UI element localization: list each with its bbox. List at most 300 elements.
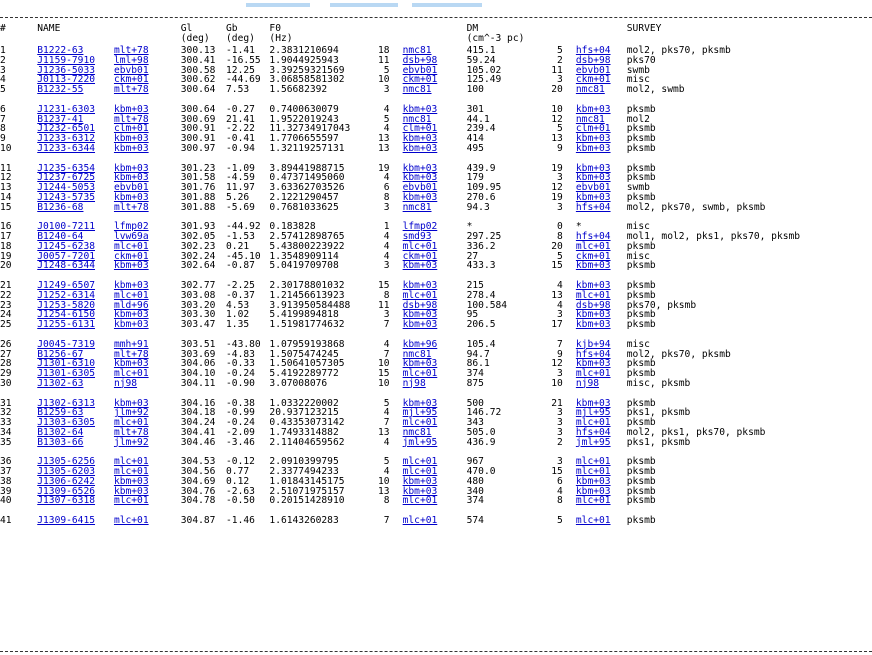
gl-value: 300.69 xyxy=(180,113,216,125)
f0-value: 2.30178801032 xyxy=(269,280,345,291)
name-ref-link[interactable]: ckm+01 xyxy=(113,250,149,262)
f0-value: 2.3377494233 xyxy=(269,466,339,477)
survey-value: pksmb xyxy=(626,260,656,272)
f0-error: 7 xyxy=(383,515,390,526)
f0-ref-link[interactable]: smd93 xyxy=(402,231,432,242)
row-index: 39 xyxy=(0,485,12,497)
f0-error: 11 xyxy=(377,299,390,311)
pulsar-name-link[interactable]: J1303-6305 xyxy=(37,417,96,428)
pulsar-name-link[interactable]: J0045-7319 xyxy=(37,338,96,350)
pulsar-name-link[interactable]: B1240-64 xyxy=(37,231,84,242)
pulsar-name-link[interactable]: J1249-6507 xyxy=(37,280,96,291)
pulsar-name-link[interactable]: B1237-41 xyxy=(37,113,84,125)
dm-ref-link[interactable]: clm+01 xyxy=(575,123,611,135)
pulsar-name-link[interactable]: J1253-5820 xyxy=(37,299,96,311)
pulsar-name-link[interactable]: J0100-7211 xyxy=(37,221,96,233)
dm-error: 3 xyxy=(557,172,563,184)
pulsar-name-link[interactable]: J1243-5735 xyxy=(37,191,96,203)
name-ref-link[interactable]: kbm+03 xyxy=(113,397,149,409)
dm-ref-link[interactable]: hfs+04 xyxy=(575,348,611,360)
pulsar-name-link[interactable]: J0057-7201 xyxy=(37,250,96,262)
survey-value: pksmb xyxy=(626,485,656,497)
row-index: 19 xyxy=(0,250,12,262)
dm-error: 5 xyxy=(557,45,563,56)
pulsar-name-link[interactable]: J1301-6310 xyxy=(37,358,96,370)
dm-error: 11 xyxy=(551,64,563,76)
gl-value: 303.69 xyxy=(180,348,216,360)
f0-ref-link[interactable]: clm+01 xyxy=(402,123,438,135)
name-ref-link[interactable]: lml+98 xyxy=(113,54,149,66)
dm-ref-link[interactable]: ebvb01 xyxy=(575,64,611,76)
gb-value: -3.46 xyxy=(226,436,255,448)
pulsar-name-link[interactable]: J1252-6314 xyxy=(37,289,96,301)
f0-ref-link[interactable]: lfmp02 xyxy=(402,221,438,233)
col-dm-header: DM (cm^-3 pc) xyxy=(466,23,525,44)
dm-value: 59.24 xyxy=(466,54,496,66)
gb-value: -5.69 xyxy=(226,201,255,213)
name-ref-link[interactable]: mmh+91 xyxy=(113,338,149,350)
dm-value: 239.4 xyxy=(466,123,496,135)
dm-value: 100 xyxy=(466,84,484,95)
name-ref-link[interactable]: kbm+03 xyxy=(113,133,149,144)
name-ref-link[interactable]: ebvb01 xyxy=(113,64,149,76)
survey-value: pks70 xyxy=(626,54,656,66)
dm-error: 10 xyxy=(551,103,563,115)
f0-ref-link[interactable]: mlc+01 xyxy=(402,466,438,477)
dm-ref-link[interactable]: kbm+03 xyxy=(575,162,611,174)
dm-error: 3 xyxy=(557,309,563,321)
dm-ref-link[interactable]: ckm+01 xyxy=(575,250,611,262)
f0-error: 11 xyxy=(377,54,390,66)
pulsar-name-link[interactable]: B1256-67 xyxy=(37,348,84,360)
f0-error: 4 xyxy=(383,103,390,115)
dm-value: 336.2 xyxy=(466,240,496,252)
dm-ref-link[interactable]: dsb+98 xyxy=(575,299,611,311)
dm-ref-link[interactable]: kjb+94 xyxy=(575,338,611,350)
dm-ref-link[interactable]: dsb+98 xyxy=(575,54,611,66)
pulsar-name-link[interactable]: J1245-6238 xyxy=(37,240,96,252)
gl-value: 304.78 xyxy=(180,495,216,507)
name-ref-link[interactable]: kbm+03 xyxy=(113,475,149,487)
f0-ref-link[interactable]: kbm+03 xyxy=(402,397,438,409)
dm-ref-link[interactable]: kbm+03 xyxy=(575,309,611,321)
f0-ref-link[interactable]: nmc81 xyxy=(402,113,432,125)
f0-ref-link[interactable]: kbm+03 xyxy=(402,142,438,154)
row-index: 6 xyxy=(0,103,6,115)
col-gl-header: Gl (deg) xyxy=(180,23,210,44)
f0-error: 4 xyxy=(383,123,390,135)
f0-ref-link[interactable]: kbm+03 xyxy=(402,191,438,203)
pulsar-name-link[interactable]: J1309-6526 xyxy=(37,485,96,497)
gb-value: -44.69 xyxy=(226,74,261,86)
f0-ref-link[interactable]: dsb+98 xyxy=(402,299,438,311)
name-ref-link[interactable]: mlc+01 xyxy=(113,495,149,507)
gl-value: 304.18 xyxy=(180,407,216,419)
gb-value: 1.35 xyxy=(226,319,250,330)
dm-ref-link[interactable]: hfs+04 xyxy=(575,201,611,213)
dm-ref-link[interactable]: nmc81 xyxy=(575,113,605,125)
name-ref-link[interactable]: mlc+01 xyxy=(113,289,149,301)
dm-error: 5 xyxy=(557,123,563,135)
gl-value: 304.10 xyxy=(180,368,216,379)
name-ref-link[interactable]: mlt+78 xyxy=(113,348,149,360)
gl-value: 304.41 xyxy=(180,426,216,438)
survey-value: pksmb xyxy=(626,240,656,252)
name-ref-link[interactable]: kbm+03 xyxy=(113,142,149,154)
f0-ref-link[interactable]: kbm+03 xyxy=(402,319,438,330)
pulsar-name-link[interactable]: J1232-6501 xyxy=(37,123,96,135)
pulsar-name-link[interactable]: J1309-6415 xyxy=(37,515,96,526)
f0-ref-link[interactable]: ckm+01 xyxy=(402,250,438,262)
dm-ref-link[interactable]: mlc+01 xyxy=(575,368,611,379)
f0-error: 10 xyxy=(377,358,390,370)
f0-error: 13 xyxy=(377,485,390,497)
name-ref-link[interactable]: mlc+01 xyxy=(113,456,149,468)
gl-value: 300.58 xyxy=(180,64,216,76)
name-ref-link[interactable]: kbm+03 xyxy=(113,280,149,291)
dm-ref-link[interactable]: mlc+01 xyxy=(575,417,611,428)
dm-ref-link[interactable]: mlc+01 xyxy=(575,466,611,477)
dm-value: * xyxy=(466,221,473,233)
name-ref-link[interactable]: kbm+03 xyxy=(113,162,149,174)
name-ref-link[interactable]: lfmp02 xyxy=(113,221,149,233)
name-ref-link[interactable]: mlc+01 xyxy=(113,240,149,252)
f0-ref-link[interactable]: mlc+01 xyxy=(402,289,438,301)
name-ref-link[interactable]: mld+96 xyxy=(113,299,149,311)
gb-value: -44.92 xyxy=(226,221,261,233)
dm-value: 105.02 xyxy=(466,64,502,76)
gl-value: 304.11 xyxy=(180,377,216,389)
dm-ref-link[interactable]: nj98 xyxy=(575,377,599,389)
name-ref-link[interactable]: ckm+01 xyxy=(113,74,149,86)
survey-value: pksmb xyxy=(626,309,656,321)
f0-ref-link[interactable]: nmc81 xyxy=(402,201,432,213)
f0-value: 0.183828 xyxy=(269,221,316,233)
dm-value: 146.72 xyxy=(466,407,502,419)
row-index: 25 xyxy=(0,319,12,330)
dm-ref-link[interactable]: kbm+03 xyxy=(575,280,611,291)
dm-value: 340 xyxy=(466,485,484,497)
dm-error: 20 xyxy=(551,240,563,252)
dm-error: 12 xyxy=(551,113,563,125)
pulsar-name-link[interactable]: J1233-6312 xyxy=(37,133,96,144)
survey-value: mol2 xyxy=(626,113,650,125)
dm-ref-link[interactable]: kbm+03 xyxy=(575,319,611,330)
pulsar-name-link[interactable]: J1235-6354 xyxy=(37,162,96,174)
pulsar-name-link[interactable]: J1159-7910 xyxy=(37,54,96,66)
dm-value: 95 xyxy=(466,309,479,321)
gb-value: -1.41 xyxy=(226,45,255,56)
f0-ref-link[interactable]: kbm+03 xyxy=(402,280,438,291)
gb-value: -2.22 xyxy=(226,123,255,135)
f0-ref-link[interactable]: kbm+03 xyxy=(402,103,438,115)
name-ref-link[interactable]: mlc+01 xyxy=(113,417,149,428)
f0-ref-link[interactable]: mlc+01 xyxy=(402,456,438,468)
f0-ref-link[interactable]: jml+95 xyxy=(402,436,438,448)
dm-ref-link[interactable]: mlc+01 xyxy=(575,289,611,301)
f0-value: 5.43800223922 xyxy=(269,240,345,252)
f0-ref-link[interactable]: kbm+03 xyxy=(402,172,438,184)
dm-ref-link[interactable]: kbm+03 xyxy=(575,133,611,144)
survey-value: pksmb xyxy=(626,319,656,330)
survey-value: pksmb xyxy=(626,162,656,174)
dm-error: 15 xyxy=(551,260,563,272)
survey-value: swmb xyxy=(626,64,650,76)
pulsar-name-link[interactable]: J0113-7220 xyxy=(37,74,96,86)
dm-ref-link[interactable]: kbm+03 xyxy=(575,172,611,184)
dm-ref-link[interactable]: mjl+95 xyxy=(575,407,611,419)
dm-ref-link[interactable]: ckm+01 xyxy=(575,74,611,86)
f0-value: 2.1221290457 xyxy=(269,191,339,203)
row-index: 2 xyxy=(0,54,6,66)
row-index: 30 xyxy=(0,377,12,389)
dm-ref-link[interactable]: mlc+01 xyxy=(575,240,611,252)
dm-value: 86.1 xyxy=(466,358,490,370)
dm-ref-link[interactable]: nmc81 xyxy=(575,84,605,95)
top-divider xyxy=(0,17,872,18)
gl-value: 302.23 xyxy=(180,240,216,252)
survey-value: pksmb xyxy=(626,368,656,379)
name-ref-link[interactable]: kbm+03 xyxy=(113,260,149,272)
gl-value: 304.56 xyxy=(180,466,216,477)
gl-value: 302.77 xyxy=(180,280,216,291)
gb-value: -0.24 xyxy=(226,368,255,379)
gb-value: -0.27 xyxy=(226,103,255,115)
dm-ref-link-text: * xyxy=(575,221,582,233)
dm-ref-link[interactable]: ebvb01 xyxy=(575,182,611,193)
row-index: 4 xyxy=(0,74,6,86)
row-index: 29 xyxy=(0,368,12,379)
pulsar-name-link[interactable]: J1254-6150 xyxy=(37,309,96,321)
f0-ref-link[interactable]: mlc+01 xyxy=(402,240,438,252)
name-ref-link[interactable]: mlt+78 xyxy=(113,113,149,125)
row-index: 18 xyxy=(0,240,12,252)
pulsar-name-link[interactable]: B1236-68 xyxy=(37,201,84,213)
f0-ref-link[interactable]: kbm+03 xyxy=(402,309,438,321)
dm-ref-link[interactable]: hfs+04 xyxy=(575,426,611,438)
dm-value: 480 xyxy=(466,475,484,487)
gb-value: -4.59 xyxy=(226,172,255,184)
dm-ref-link[interactable]: kbm+03 xyxy=(575,475,611,487)
name-ref-link[interactable]: nj98 xyxy=(113,377,138,389)
pulsar-name-link[interactable]: J1233-6344 xyxy=(37,142,96,154)
dm-error: 3 xyxy=(557,201,563,213)
row-index: 23 xyxy=(0,299,12,311)
name-ref-link[interactable]: lvw69a xyxy=(113,231,149,242)
f0-error: 8 xyxy=(383,289,390,301)
f0-ref-link[interactable]: kbm+03 xyxy=(402,162,438,174)
f0-error: 3 xyxy=(383,309,390,321)
dm-ref-link[interactable]: kbm+03 xyxy=(575,260,611,272)
name-ref-link[interactable]: kbm+03 xyxy=(113,191,149,203)
f0-value: 2.0910399795 xyxy=(269,456,339,468)
pulsar-name-link[interactable]: J1244-5053 xyxy=(37,182,96,193)
pulsar-name-link[interactable]: J1236-5033 xyxy=(37,64,96,76)
pulsar-name-link[interactable]: J1231-6303 xyxy=(37,103,96,115)
pulsar-name-link[interactable]: J1255-6131 xyxy=(37,319,96,330)
f0-ref-link[interactable]: mjl+95 xyxy=(402,407,438,419)
pulsar-name-link[interactable]: B1232-55 xyxy=(37,84,84,95)
row-index: 14 xyxy=(0,191,12,203)
pulsar-name-link[interactable]: J1237-6725 xyxy=(37,172,96,184)
f0-value: 2.11404659562 xyxy=(269,436,345,448)
f0-ref-link[interactable]: nmc81 xyxy=(402,45,432,56)
dm-ref-link[interactable]: mlc+01 xyxy=(575,515,611,526)
name-ref-link[interactable]: kbm+03 xyxy=(113,103,149,115)
f0-error: 15 xyxy=(377,368,390,379)
dm-ref-link[interactable]: mlc+01 xyxy=(575,456,611,468)
gl-value: 302.64 xyxy=(180,260,216,272)
dm-ref-link[interactable]: kbm+03 xyxy=(575,191,611,203)
name-ref-link[interactable]: ebvb01 xyxy=(113,182,149,193)
pulsar-name-link[interactable]: J1302-63 xyxy=(37,377,84,389)
row-index: 27 xyxy=(0,348,12,360)
f0-value: 5.0419709708 xyxy=(269,260,339,272)
dm-value: 875 xyxy=(466,377,484,389)
name-ref-link[interactable]: kbm+03 xyxy=(113,172,149,184)
dm-ref-link[interactable]: jml+95 xyxy=(575,436,611,448)
gl-value: 304.69 xyxy=(180,475,216,487)
col-f0-header: F0 (Hz) xyxy=(269,23,293,44)
row-index: 20 xyxy=(0,260,12,272)
name-ref-link[interactable]: jlm+92 xyxy=(113,436,149,448)
dm-value: 94.7 xyxy=(466,348,490,360)
name-ref-link[interactable]: mlc+01 xyxy=(113,466,149,477)
dm-value: 505.0 xyxy=(466,426,496,438)
f0-ref-link[interactable]: ebvb01 xyxy=(402,64,438,76)
pulsar-name-link[interactable]: B1259-63 xyxy=(37,407,84,419)
dm-error: 9 xyxy=(557,348,563,360)
f0-ref-link[interactable]: nj98 xyxy=(402,377,426,389)
name-ref-link[interactable]: mlt+78 xyxy=(113,201,149,213)
name-ref-link[interactable]: mlt+78 xyxy=(113,84,149,95)
f0-error: 10 xyxy=(377,377,390,389)
f0-value: 1.9044925943 xyxy=(269,54,339,66)
name-ref-link[interactable]: mlt+78 xyxy=(113,45,149,56)
survey-value: pksmb xyxy=(626,280,656,291)
dm-value: 436.9 xyxy=(466,436,496,448)
gl-value: 301.88 xyxy=(180,201,216,213)
gl-value: 301.23 xyxy=(180,162,216,174)
dm-error: 9 xyxy=(557,142,563,154)
pulsar-name-link[interactable]: B1302-64 xyxy=(37,426,84,438)
f0-value: 1.6143260283 xyxy=(269,515,339,526)
f0-ref-link[interactable]: mlc+01 xyxy=(402,417,438,428)
pulsar-name-link[interactable]: J1305-6203 xyxy=(37,466,96,477)
f0-error: 4 xyxy=(383,466,390,477)
survey-value: pksmb xyxy=(626,103,656,115)
f0-error: 10 xyxy=(377,74,390,86)
dm-value: 374 xyxy=(466,368,484,379)
dm-error: 3 xyxy=(557,456,563,468)
row-index: 8 xyxy=(0,123,6,135)
row-index: 17 xyxy=(0,231,12,242)
dm-ref-link[interactable]: mlc+01 xyxy=(575,495,611,507)
f0-ref-link[interactable]: nmc81 xyxy=(402,426,432,438)
f0-ref-link[interactable]: kbm+03 xyxy=(402,260,438,272)
f0-ref-link[interactable]: mlc+01 xyxy=(402,495,438,507)
dm-error: 17 xyxy=(551,319,563,330)
name-ref-link[interactable]: mlc+01 xyxy=(113,515,149,526)
gb-value: 12.25 xyxy=(226,64,255,76)
gb-value: -4.83 xyxy=(226,348,255,360)
f0-ref-link[interactable]: nmc81 xyxy=(402,348,432,360)
gl-value: 303.08 xyxy=(180,289,216,301)
name-ref-link[interactable]: kbm+03 xyxy=(113,309,149,321)
pulsar-name-link[interactable]: J1305-6256 xyxy=(37,456,96,468)
survey-value: pksmb xyxy=(626,133,656,144)
gl-value: 300.91 xyxy=(180,133,216,144)
dm-ref-link[interactable]: kbm+03 xyxy=(575,397,611,409)
dm-value: 414 xyxy=(466,133,484,144)
name-ref-link[interactable]: clm+01 xyxy=(113,123,149,135)
dm-error: 2 xyxy=(557,436,563,448)
dm-ref-link[interactable]: hfs+04 xyxy=(575,231,611,242)
dm-value: 495 xyxy=(466,142,484,154)
pulsar-name-link[interactable]: J1302-6313 xyxy=(37,397,96,409)
f0-value: 0.7681033625 xyxy=(269,201,339,213)
name-ref-link[interactable]: kbm+03 xyxy=(113,485,149,497)
f0-ref-link[interactable]: mlc+01 xyxy=(402,368,438,379)
f0-ref-link[interactable]: kbm+03 xyxy=(402,358,438,370)
f0-error: 7 xyxy=(383,348,390,360)
pulsar-name-link[interactable]: J1301-6305 xyxy=(37,368,96,379)
dm-ref-link[interactable]: kbm+03 xyxy=(575,103,611,115)
f0-ref-link[interactable]: mlc+01 xyxy=(402,515,438,526)
pulsar-name-link[interactable]: J1307-6318 xyxy=(37,495,96,507)
f0-ref-link[interactable]: kbm+03 xyxy=(402,485,438,497)
f0-error: 8 xyxy=(383,191,390,203)
dm-value: 374 xyxy=(466,495,484,507)
dm-ref-link[interactable]: kbm+03 xyxy=(575,485,611,497)
name-ref-link[interactable]: jlm+92 xyxy=(113,407,149,419)
table-row xyxy=(0,496,872,506)
name-ref-link[interactable]: kbm+03 xyxy=(113,319,149,330)
name-ref-link[interactable]: kbm+03 xyxy=(113,358,149,370)
f0-error: 8 xyxy=(383,495,390,507)
gl-value: 302.05 xyxy=(180,231,216,242)
name-ref-link[interactable]: mlc+01 xyxy=(113,368,149,379)
survey-value: mol2, pks1, pks70, pksmb xyxy=(626,426,766,438)
row-index: 33 xyxy=(0,417,12,428)
dm-ref-link[interactable]: kbm+03 xyxy=(575,142,611,154)
f0-ref-link[interactable]: kbm+96 xyxy=(402,338,438,350)
dm-ref-link[interactable]: hfs+04 xyxy=(575,45,611,56)
pulsar-name-link[interactable]: B1222-63 xyxy=(37,45,84,56)
f0-value: 2.51071975157 xyxy=(269,485,345,497)
gl-value: 301.88 xyxy=(180,191,216,203)
f0-ref-link[interactable]: ebvb01 xyxy=(402,182,438,193)
pulsar-table xyxy=(0,24,872,526)
pulsar-name-link[interactable]: B1303-66 xyxy=(37,436,84,448)
dm-value: 44.1 xyxy=(466,113,490,125)
pulsar-name-link[interactable]: J1248-6344 xyxy=(37,260,96,272)
f0-value: 3.913950584488 xyxy=(269,299,351,311)
gb-value: -16.55 xyxy=(226,54,261,66)
f0-ref-link[interactable]: kbm+03 xyxy=(402,133,438,144)
pulsar-name-link[interactable]: J1306-6242 xyxy=(37,475,96,487)
gb-value: -1.53 xyxy=(226,231,255,242)
name-ref-link[interactable]: mlt+78 xyxy=(113,426,149,438)
dm-ref-link[interactable]: kbm+03 xyxy=(575,358,611,370)
f0-ref-link[interactable]: nmc81 xyxy=(402,84,432,95)
f0-ref-link[interactable]: kbm+03 xyxy=(402,475,438,487)
f0-ref-link[interactable]: dsb+98 xyxy=(402,54,438,66)
f0-ref-link[interactable]: ckm+01 xyxy=(402,74,438,86)
gb-value: 1.02 xyxy=(226,309,250,321)
f0-value: 5.4199894818 xyxy=(269,309,339,321)
gl-value: 304.53 xyxy=(180,456,216,468)
